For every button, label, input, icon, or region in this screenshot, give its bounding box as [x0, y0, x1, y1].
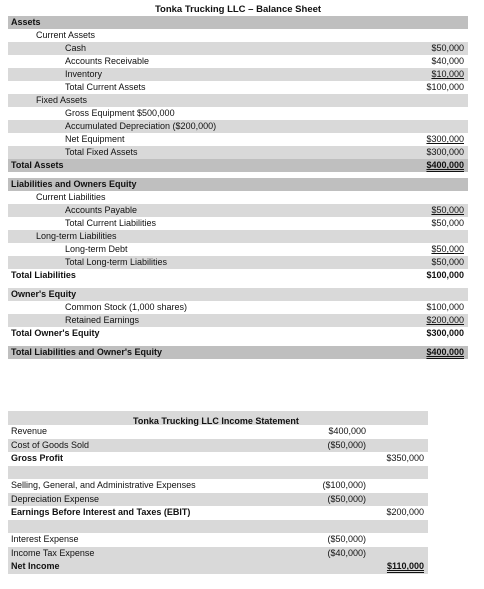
total-le-label: Total Liabilities and Owner's Equity	[11, 347, 162, 357]
ebit-value: $200,000	[386, 507, 424, 517]
inventory-value: $10,000	[431, 69, 464, 79]
interest-label: Interest Expense	[11, 534, 79, 544]
spacer-row	[8, 466, 428, 480]
lt-liabilities-row	[8, 230, 468, 243]
total-assets-label: Total Assets	[11, 160, 64, 170]
lt-debt-row	[8, 243, 468, 256]
income-statement	[8, 411, 428, 574]
total-current-assets-row	[8, 81, 468, 94]
equity-header-row	[8, 288, 468, 301]
balance-sheet	[8, 4, 468, 359]
income-statement-title: Tonka Trucking LLC Income Statement	[133, 416, 299, 426]
total-current-assets-value: $100,000	[426, 82, 464, 92]
accum-dep-row	[8, 120, 468, 133]
common-stock-label: Common Stock (1,000 shares)	[65, 302, 188, 312]
fixed-assets-row	[8, 94, 468, 107]
current-assets-row	[8, 29, 468, 42]
total-assets-row	[8, 159, 468, 172]
ar-value: $40,000	[431, 56, 464, 66]
gross-profit-value: $350,000	[386, 453, 424, 463]
common-stock-value: $100,000	[426, 302, 464, 312]
net-income-value: $110,000	[386, 561, 424, 571]
balance-sheet-title: Tonka Trucking LLC – Balance Sheet	[154, 4, 322, 15]
total-fixed-assets-label: Total Fixed Assets	[65, 147, 138, 157]
sga-row	[8, 479, 428, 493]
net-equipment-label: Net Equipment	[65, 134, 125, 144]
ar-row	[8, 55, 468, 68]
net-equipment-row	[8, 133, 468, 146]
tax-row	[8, 547, 428, 561]
interest-value: ($50,000)	[327, 534, 366, 544]
income-statement-title-row	[8, 411, 428, 425]
ar-label: Accounts Receivable	[65, 56, 150, 66]
interest-row	[8, 533, 428, 547]
liab-header: Liabilities and Owners Equity	[11, 179, 137, 189]
revenue-row	[8, 425, 428, 439]
total-liabilities-label: Total Liabilities	[11, 270, 76, 280]
ap-row	[8, 204, 468, 217]
depreciation-label: Depreciation Expense	[11, 493, 100, 504]
current-assets-label: Current Assets	[36, 30, 96, 40]
total-fixed-assets-row	[8, 146, 468, 159]
inventory-label: Inventory	[65, 69, 103, 79]
sga-label: Selling, General, and Administrative Expenses	[11, 480, 196, 490]
ap-value: $50,000	[431, 205, 464, 215]
total-liabilities-row	[8, 269, 468, 282]
total-le-row	[8, 346, 468, 359]
sga-value: ($100,000)	[322, 480, 366, 490]
liab-header-row	[8, 178, 468, 191]
revenue-value: $400,000	[328, 426, 366, 436]
lt-liabilities-label: Long-term Liabilities	[36, 231, 117, 241]
net-equipment-value: $300,000	[426, 134, 464, 144]
equity-header: Owner's Equity	[11, 289, 77, 299]
total-fixed-assets-value: $300,000	[426, 147, 464, 157]
net-income-label: Net Income	[11, 561, 60, 571]
current-liabilities-row	[8, 191, 468, 204]
total-current-liabilities-row	[8, 217, 468, 230]
cogs-label: Cost of Goods Sold	[11, 439, 90, 450]
accum-dep-label: Accumulated Depreciation ($200,000)	[65, 121, 217, 131]
gross-equipment-row	[8, 107, 468, 120]
total-lt-liabilities-row	[8, 256, 468, 269]
lt-debt-label: Long-term Debt	[65, 244, 128, 254]
total-current-liabilities-label: Total Current Liabilities	[65, 218, 157, 228]
total-current-assets-label: Total Current Assets	[65, 82, 146, 92]
gross-profit-label: Gross Profit	[11, 453, 64, 463]
ap-label: Accounts Payable	[65, 205, 138, 215]
fixed-assets-label: Fixed Assets	[36, 95, 88, 105]
revenue-label: Revenue	[11, 426, 48, 436]
total-assets-value: $400,000	[426, 160, 464, 170]
retained-earnings-row	[8, 314, 468, 327]
total-equity-row	[8, 327, 468, 340]
total-lt-liabilities-value: $50,000	[431, 257, 464, 267]
cash-value: $50,000	[431, 43, 464, 53]
depreciation-row	[8, 493, 428, 507]
inventory-row	[8, 68, 468, 81]
spacer-row	[8, 520, 428, 534]
total-lt-liabilities-label: Total Long-term Liabilities	[65, 257, 168, 267]
ebit-label: Earnings Before Interest and Taxes (EBIT)	[11, 507, 191, 517]
common-stock-row	[8, 301, 468, 314]
cogs-row	[8, 439, 428, 453]
ebit-row	[8, 506, 428, 520]
gross-profit-row	[8, 452, 428, 466]
total-current-liabilities-value: $50,000	[431, 218, 464, 228]
retained-earnings-value: $200,000	[426, 315, 464, 325]
tax-label: Income Tax Expense	[11, 547, 95, 558]
assets-header-row	[8, 16, 468, 29]
total-equity-value: $300,000	[426, 328, 464, 338]
net-income-row	[8, 560, 428, 574]
cash-row	[8, 42, 468, 55]
depreciation-value: ($50,000)	[327, 493, 366, 504]
retained-earnings-label: Retained Earnings	[65, 315, 140, 325]
total-liabilities-value: $100,000	[426, 270, 464, 280]
lt-debt-value: $50,000	[431, 244, 464, 254]
current-liabilities-label: Current Liabilities	[36, 192, 106, 202]
total-le-value: $400,000	[426, 347, 464, 357]
gross-equipment-label: Gross Equipment $500,000	[65, 108, 175, 118]
tax-value: ($40,000)	[327, 547, 366, 558]
cash-label: Cash	[65, 43, 87, 53]
total-equity-label: Total Owner's Equity	[11, 328, 100, 338]
assets-header: Assets	[11, 17, 41, 27]
cogs-value: ($50,000)	[327, 439, 366, 450]
